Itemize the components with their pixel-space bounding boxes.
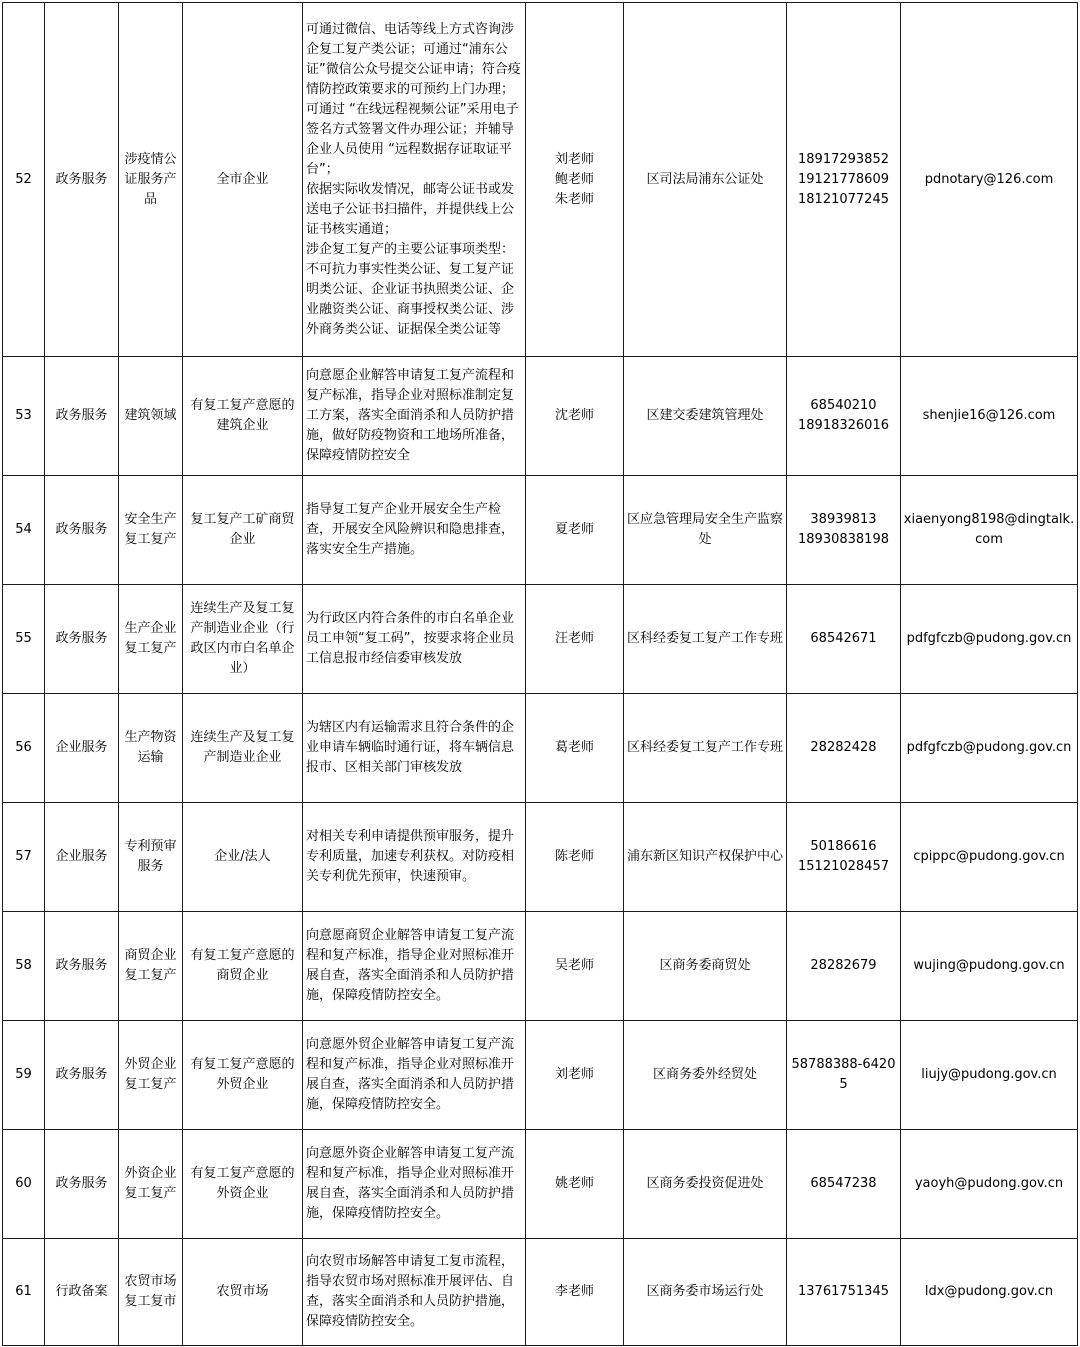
row-number: 53	[3, 357, 45, 476]
service-category: 政务服务	[45, 1130, 119, 1239]
department: 区科经委复工复产工作专班	[624, 585, 787, 694]
department: 区商务委商贸处	[624, 912, 787, 1021]
department: 区商务委投资促进处	[624, 1130, 787, 1239]
table-row	[3, 1021, 1078, 1130]
service-name: 外贸企业复工复产	[119, 1021, 183, 1130]
target-audience: 企业/法人	[183, 803, 303, 912]
target-audience: 有复工复产意愿的建筑企业	[183, 357, 303, 476]
target-audience: 连续生产及复工复产制造业企业	[183, 694, 303, 803]
contact-person: 陈老师	[526, 803, 624, 912]
row-number: 59	[3, 1021, 45, 1130]
email-address: ldx@pudong.gov.cn	[901, 1239, 1078, 1346]
table-row	[3, 912, 1078, 1021]
contact-person: 姚老师	[526, 1130, 624, 1239]
service-table	[2, 2, 1078, 1346]
service-category: 行政备案	[45, 1239, 119, 1346]
service-description: 为行政区内符合条件的市白名单企业员工申领“复工码”，按要求将企业员工信息报市经信委审核发放	[303, 585, 526, 694]
phone-number: 58788388-64205	[787, 1021, 901, 1130]
service-name: 商贸企业复工复产	[119, 912, 183, 1021]
target-audience: 复工复产工矿商贸企业	[183, 476, 303, 585]
service-name: 外资企业复工复产	[119, 1130, 183, 1239]
target-audience: 有复工复产意愿的外资企业	[183, 1130, 303, 1239]
service-description: 指导复工复产企业开展安全生产检查，开展安全风险辨识和隐患排查，落实安全生产措施。	[303, 476, 526, 585]
row-number: 52	[3, 3, 45, 357]
service-description: 向意愿外资企业解答申请复工复产流程和复产标准，指导企业对照标准开展自查，落实全面消杀和人员防护措施，保障疫情防控安全。	[303, 1130, 526, 1239]
contact-person: 刘老师 鲍老师 朱老师	[526, 3, 624, 357]
phone-number: 28282679	[787, 912, 901, 1021]
service-description: 向意愿商贸企业解答申请复工复产流程和复产标准，指导企业对照标准开展自查，落实全面消杀和人员防护措施，保障疫情防控安全。	[303, 912, 526, 1021]
service-category: 企业服务	[45, 803, 119, 912]
service-name: 生产物资运输	[119, 694, 183, 803]
table-row	[3, 1239, 1078, 1346]
phone-number: 68547238	[787, 1130, 901, 1239]
target-audience: 有复工复产意愿的外贸企业	[183, 1021, 303, 1130]
service-name: 农贸市场复工复市	[119, 1239, 183, 1346]
row-number: 54	[3, 476, 45, 585]
phone-number: 38939813 18930838198	[787, 476, 901, 585]
phone-number: 68542671	[787, 585, 901, 694]
service-description: 向农贸市场解答申请复工复市流程，指导农贸市场对照标准开展评估、自查，落实全面消杀和人员防护措施，保障疫情防控安全。	[303, 1239, 526, 1346]
email-address: liujy@pudong.gov.cn	[901, 1021, 1078, 1130]
service-description: 可通过微信、电话等线上方式咨询涉企复工复产类公证；可通过“浦东公证”微信公众号提交公证申请；符合疫情防控政策要求的可预约上门办理； 可通过 “在线远程视频公证”采用电子签名方式签署文件办理公证；并辅导企业人员使用 “远程数据存证取证平台”； 依据实际收发情况，邮寄公证书或发送电子公证书扫描件，并提供线上公证书核实通道； 涉企复工复产的主要公证事项类型：不可抗力事实性类公证、复工复产证明类公证、企业证书执照类公证、企业融资类公证、商事授权类公证、涉外商务类公证、证据保全类公证等	[303, 3, 526, 357]
phone-number: 50186616 15121028457	[787, 803, 901, 912]
email-address: yaoyh@pudong.gov.cn	[901, 1130, 1078, 1239]
contact-person: 刘老师	[526, 1021, 624, 1130]
target-audience: 农贸市场	[183, 1239, 303, 1346]
contact-person: 葛老师	[526, 694, 624, 803]
service-category: 政务服务	[45, 3, 119, 357]
email-address: pdnotary@126.com	[901, 3, 1078, 357]
target-audience: 有复工复产意愿的商贸企业	[183, 912, 303, 1021]
service-description: 为辖区内有运输需求且符合条件的企业申请车辆临时通行证，将车辆信息报市、区相关部门审核发放	[303, 694, 526, 803]
target-audience: 连续生产及复工复产制造业企业（行政区内市白名单企业）	[183, 585, 303, 694]
phone-number: 13761751345	[787, 1239, 901, 1346]
row-number: 61	[3, 1239, 45, 1346]
email-address: xiaenyong8198@dingtalk.com	[901, 476, 1078, 585]
department: 区商务委市场运行处	[624, 1239, 787, 1346]
service-name: 生产企业复工复产	[119, 585, 183, 694]
department: 区商务委外经贸处	[624, 1021, 787, 1130]
department: 区建交委建筑管理处	[624, 357, 787, 476]
service-category: 政务服务	[45, 476, 119, 585]
row-number: 56	[3, 694, 45, 803]
table-row	[3, 694, 1078, 803]
service-category: 政务服务	[45, 1021, 119, 1130]
service-category: 政务服务	[45, 357, 119, 476]
department: 区科经委复工复产工作专班	[624, 694, 787, 803]
row-number: 57	[3, 803, 45, 912]
service-name: 建筑领域	[119, 357, 183, 476]
contact-person: 吴老师	[526, 912, 624, 1021]
row-number: 58	[3, 912, 45, 1021]
service-name: 专利预审服务	[119, 803, 183, 912]
contact-person: 李老师	[526, 1239, 624, 1346]
service-category: 政务服务	[45, 912, 119, 1021]
contact-person: 夏老师	[526, 476, 624, 585]
department: 浦东新区知识产权保护中心	[624, 803, 787, 912]
phone-number: 68540210 18918326016	[787, 357, 901, 476]
service-name: 安全生产复工复产	[119, 476, 183, 585]
row-number: 60	[3, 1130, 45, 1239]
service-description: 对相关专利申请提供预审服务，提升专利质量，加速专利获权。对防疫相关专利优先预审，快速预审。	[303, 803, 526, 912]
phone-number: 18917293852 19121778609 18121077245	[787, 3, 901, 357]
email-address: cpippc@pudong.gov.cn	[901, 803, 1078, 912]
email-address: pdfgfczb@pudong.gov.cn	[901, 585, 1078, 694]
department: 区司法局浦东公证处	[624, 3, 787, 357]
service-description: 向意愿企业解答申请复工复产流程和复产标准，指导企业对照标准制定复工方案，落实全面消杀和人员防护措施，做好防疫物资和工地场所准备，保障疫情防控安全	[303, 357, 526, 476]
email-address: shenjie16@126.com	[901, 357, 1078, 476]
contact-person: 汪老师	[526, 585, 624, 694]
service-category: 企业服务	[45, 694, 119, 803]
phone-number: 28282428	[787, 694, 901, 803]
department: 区应急管理局安全生产监察处	[624, 476, 787, 585]
row-number: 55	[3, 585, 45, 694]
table-row	[3, 585, 1078, 694]
table-row	[3, 357, 1078, 476]
service-description: 向意愿外贸企业解答申请复工复产流程和复产标准，指导企业对照标准开展自查，落实全面消杀和人员防护措施，保障疫情防控安全。	[303, 1021, 526, 1130]
table-row	[3, 3, 1078, 357]
target-audience: 全市企业	[183, 3, 303, 357]
contact-person: 沈老师	[526, 357, 624, 476]
email-address: pdfgfczb@pudong.gov.cn	[901, 694, 1078, 803]
table-row	[3, 1130, 1078, 1239]
table-row	[3, 803, 1078, 912]
service-name: 涉疫情公证服务产品	[119, 3, 183, 357]
email-address: wujing@pudong.gov.cn	[901, 912, 1078, 1021]
table-row	[3, 476, 1078, 585]
service-category: 政务服务	[45, 585, 119, 694]
